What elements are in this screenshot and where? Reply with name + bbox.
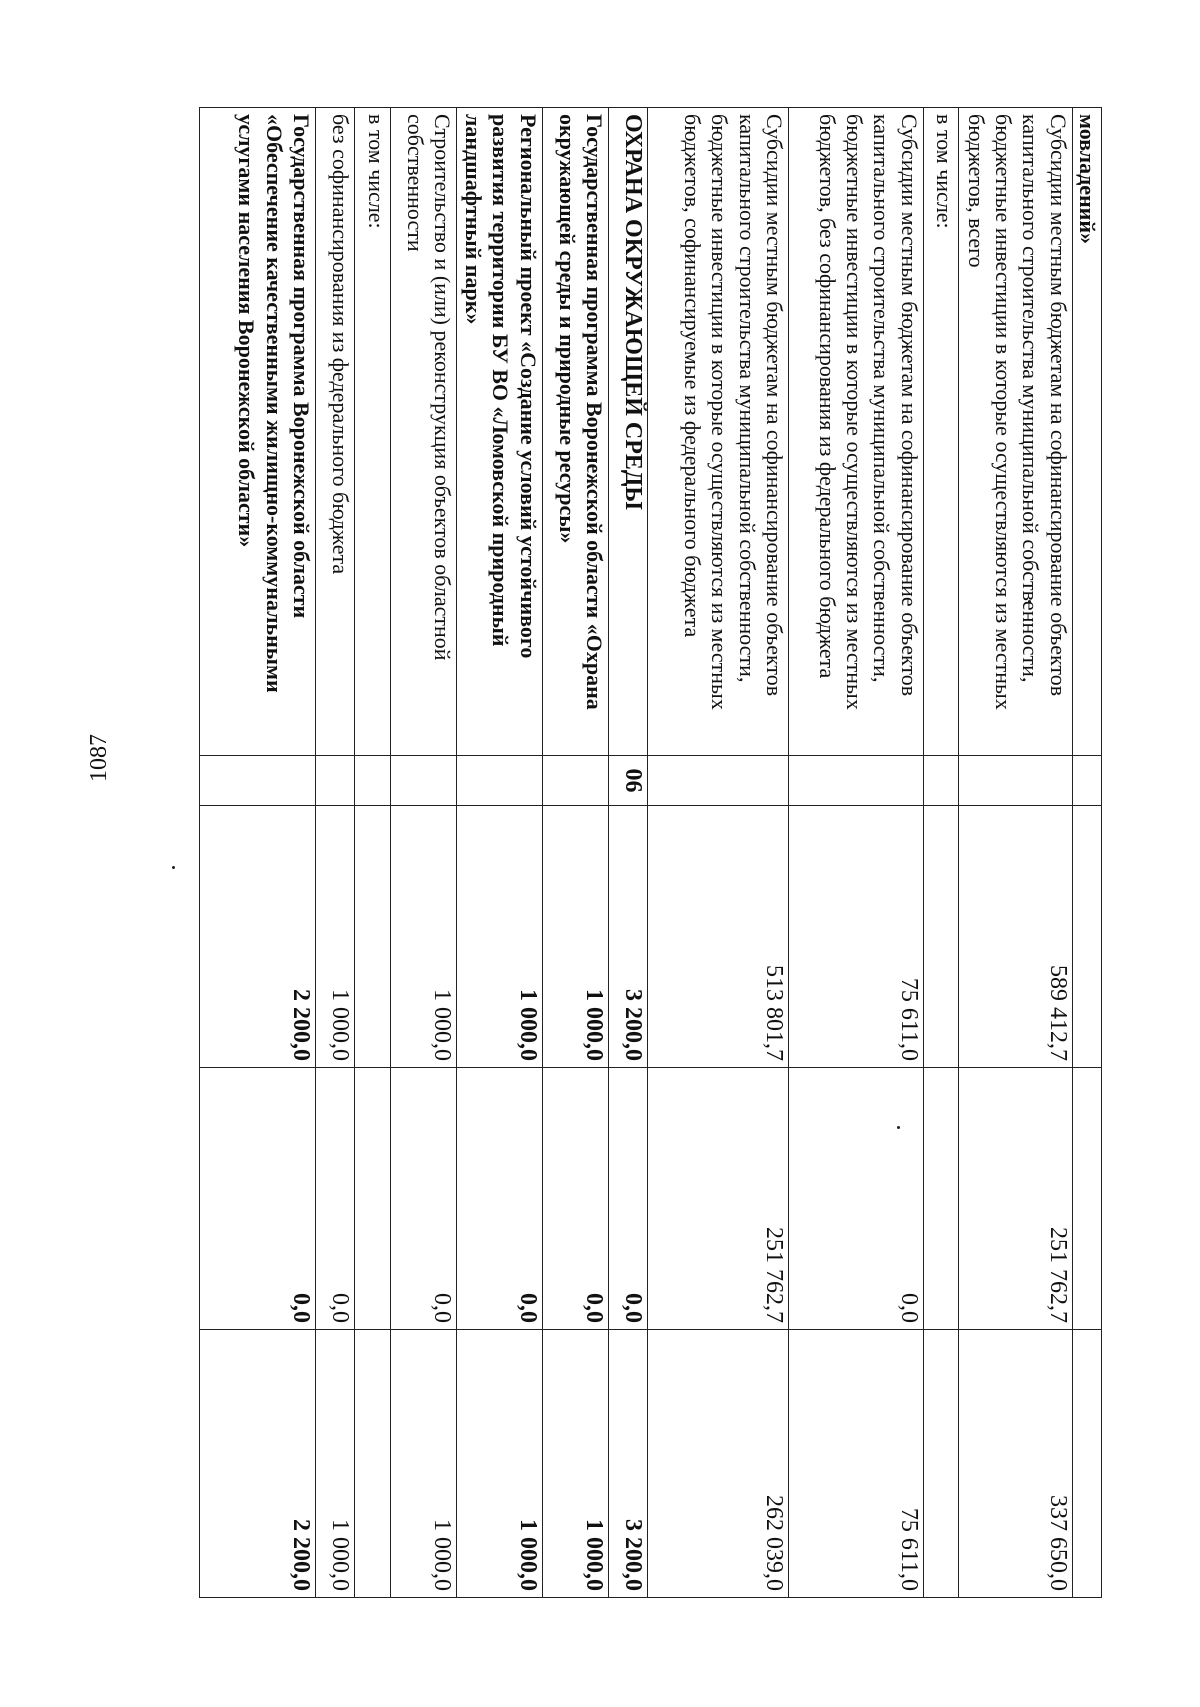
total-amount-cell: 2 200,0 (200, 806, 316, 1068)
row-name-cell: Субсидии местным бюджетам на софинансирование объектов капитального строительства муниципальной собственности, бюджетные инвестиции в которые осуществляются из местных бюджетов, софинансируемые из федерального бюджета (648, 108, 789, 756)
total-amount-cell: 75 611,0 (788, 806, 923, 1068)
regional-amount-cell: 2 200,0 (200, 1330, 316, 1598)
total-amount-cell: 1 000,0 (390, 806, 456, 1068)
section-code-cell (456, 756, 542, 806)
row-name-cell: Государственная программа Воронежской области «Охрана окружающей среды и природные ресурсы» (542, 108, 608, 756)
federal-amount-cell (923, 1068, 958, 1330)
row-name-cell: Региональный проект «Создание условий устойчивого развития территории БУ ВО «Ломовской природный ландшафтный парк» (456, 108, 542, 756)
federal-amount-cell (355, 1068, 390, 1330)
table-row (200, 108, 316, 1598)
section-code-cell (648, 756, 789, 806)
regional-amount-cell: 1 000,0 (542, 1330, 608, 1598)
table-row (316, 108, 355, 1598)
federal-amount-cell (1072, 1068, 1101, 1330)
row-name-cell: Строительство и (или) реконструкция объектов областной собственности (390, 108, 456, 756)
section-code-cell (542, 756, 608, 806)
table-row (608, 108, 647, 1598)
section-code-cell: 06 (608, 756, 647, 806)
section-code-cell (200, 756, 316, 806)
table-row (390, 108, 456, 1598)
row-name-cell: Государственная программа Воронежской области «Обеспечение качественными жилищно-коммунальными услугами населения Воронежской области» (200, 108, 316, 756)
total-amount-cell: 589 412,7 (958, 806, 1072, 1068)
regional-amount-cell: 3 200,0 (608, 1330, 647, 1598)
section-code-cell (390, 756, 456, 806)
regional-amount-cell: 262 039,0 (648, 1330, 789, 1598)
table-row (923, 108, 958, 1598)
row-name-cell: мовладений» (1072, 108, 1101, 756)
row-name-cell: в том числе: (355, 108, 390, 756)
regional-amount-cell: 75 611,0 (788, 1330, 923, 1598)
table-row (1072, 108, 1101, 1598)
federal-amount-cell: 251 762,7 (648, 1068, 789, 1330)
row-name-cell: в том числе: (923, 108, 958, 756)
section-code-cell (1072, 756, 1101, 806)
regional-amount-cell: 337 650,0 (958, 1330, 1072, 1598)
federal-amount-cell: 0,0 (608, 1068, 647, 1330)
total-amount-cell (1072, 806, 1101, 1068)
federal-amount-cell: 0,0 (542, 1068, 608, 1330)
total-amount-cell: 513 801,7 (648, 806, 789, 1068)
total-amount-cell: 1 000,0 (316, 806, 355, 1068)
scan-speck (172, 866, 175, 869)
budget-table-rotated (199, 107, 1102, 1597)
federal-amount-cell: 0,0 (456, 1068, 542, 1330)
row-name-cell: ОХРАНА ОКРУЖАЮЩЕЙ СРЕДЫ (608, 108, 647, 756)
table-row (788, 108, 923, 1598)
section-code-cell (355, 756, 390, 806)
total-amount-cell: 1 000,0 (456, 806, 542, 1068)
federal-amount-cell: 0,0 (788, 1068, 923, 1330)
budget-table (199, 107, 1102, 1598)
section-code-cell (958, 756, 1072, 806)
federal-amount-cell: 0,0 (390, 1068, 456, 1330)
regional-amount-cell: 1 000,0 (316, 1330, 355, 1598)
regional-amount-cell: 1 000,0 (456, 1330, 542, 1598)
total-amount-cell: 3 200,0 (608, 806, 647, 1068)
total-amount-cell (355, 806, 390, 1068)
total-amount-cell (923, 806, 958, 1068)
row-name-cell: Субсидии местным бюджетам на софинансирование объектов капитального строительства муниципальной собственности, бюджетные инвестиции в которые осуществляются из местных бюджетов, без софинансирования из федерального бюджета (788, 108, 923, 756)
page-number: 1087 (86, 734, 112, 782)
total-amount-cell: 1 000,0 (542, 806, 608, 1068)
row-name-cell: без софинансирования из федерального бюджета (316, 108, 355, 756)
regional-amount-cell: 1 000,0 (390, 1330, 456, 1598)
table-row (958, 108, 1072, 1598)
section-code-cell (923, 756, 958, 806)
table-row (648, 108, 789, 1598)
federal-amount-cell: 0,0 (200, 1068, 316, 1330)
section-code-cell (788, 756, 923, 806)
federal-amount-cell: 251 762,7 (958, 1068, 1072, 1330)
table-row (355, 108, 390, 1598)
regional-amount-cell (923, 1330, 958, 1598)
regional-amount-cell (1072, 1330, 1101, 1598)
federal-amount-cell: 0,0 (316, 1068, 355, 1330)
table-row (542, 108, 608, 1598)
row-name-cell: Субсидии местным бюджетам на софинансирование объектов капитального строительства муниципальной собственности, бюджетные инвестиции в которые осуществляются из местных бюджетов, всего (958, 108, 1072, 756)
regional-amount-cell (355, 1330, 390, 1598)
section-code-cell (316, 756, 355, 806)
table-row (456, 108, 542, 1598)
